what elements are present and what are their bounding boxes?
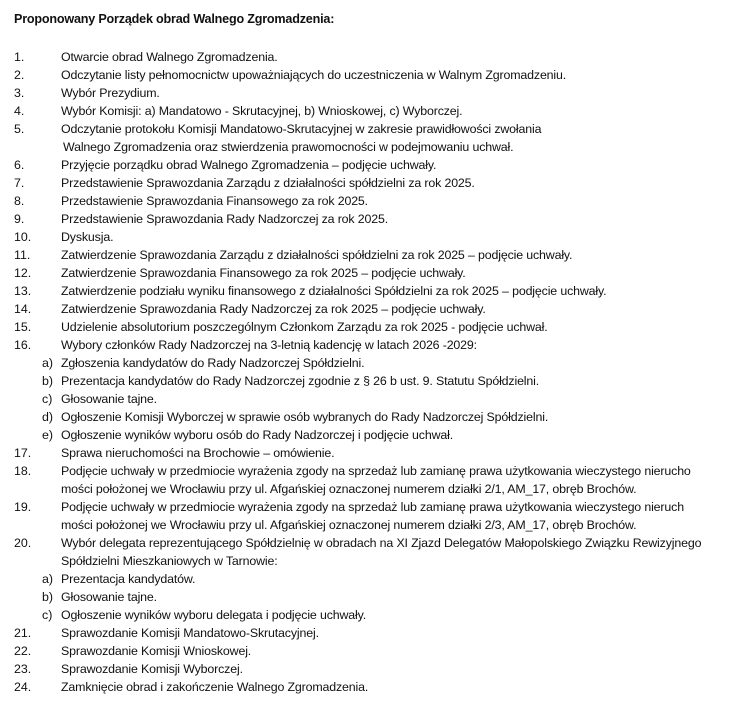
agenda-item-11: [0, 246, 756, 264]
item-text: Dyskusja.: [61, 230, 114, 244]
agenda-list: [0, 48, 756, 696]
agenda-item-13: [0, 282, 756, 300]
item-number: 6.: [14, 158, 25, 172]
item-number: 12.: [14, 266, 32, 280]
item-text: Sprawa nieruchomości na Brochowie – omówienie.: [61, 446, 335, 460]
agenda-subitem-20c: [0, 606, 756, 624]
agenda-item-5: [0, 120, 756, 138]
agenda-item-8: [0, 192, 756, 210]
item-text: Podjęcie uchwały w przedmiocie wyrażenia zgody na sprzedaż lub zamianę prawa użytkowania wieczystego nieruch: [61, 500, 684, 514]
agenda-item-1: [0, 48, 756, 66]
agenda-item-18: [0, 462, 756, 480]
item-text: Odczytanie listy pełnomocnictw upoważniających do uczestniczenia w Walnym Zgromadzeniu.: [61, 68, 567, 82]
item-text: Zamknięcie obrad i zakończenie Walnego Zgromadzenia.: [61, 680, 369, 694]
agenda-item-20-continuation: [0, 552, 756, 570]
item-text-continuation: mości położonej we Wrocławiu przy ul. Afgańskiej oznaczonej numerem działki 2/3, AM_17, obręb Brochów.: [61, 518, 637, 532]
agenda-item-10: [0, 228, 756, 246]
item-text: Sprawozdanie Komisji Wyborczej.: [61, 662, 243, 676]
item-number: 21.: [14, 626, 32, 640]
subitem-text: Ogłoszenie wyników wyboru delegata i podjęcie uchwały.: [61, 608, 367, 622]
item-text-continuation: Walnego Zgromadzenia oraz stwierdzenia prawomocności w podejmowaniu uchwał.: [63, 140, 514, 154]
item-number: 23.: [14, 662, 32, 676]
agenda-item-15: [0, 318, 756, 336]
agenda-subitem-16c: [0, 390, 756, 408]
subitem-letter: c): [42, 392, 53, 406]
agenda-subitem-20a: [0, 570, 756, 588]
agenda-item-19-continuation: [0, 516, 756, 534]
agenda-subitem-16b: [0, 372, 756, 390]
item-text: Wybory członków Rady Nadzorczej na 3-letnią kadencję w latach 2026 -2029:: [61, 338, 477, 352]
item-text: Przedstawienie Sprawozdania Zarządu z działalności spółdzielni za rok 2025.: [61, 176, 475, 190]
item-text: Udzielenie absolutorium poszczególnym Członkom Zarządu za rok 2025 - podjęcie uchwał.: [61, 320, 548, 334]
agenda-item-20: [0, 534, 756, 552]
agenda-item-24: [0, 678, 756, 696]
item-number: 2.: [14, 68, 25, 82]
item-number: 4.: [14, 104, 25, 118]
item-number: 3.: [14, 86, 25, 100]
subitem-text: Głosowanie tajne.: [61, 590, 157, 604]
agenda-item-3: [0, 84, 756, 102]
subitem-letter: a): [42, 356, 54, 370]
subitem-text: Ogłoszenie Komisji Wyborczej w sprawie osób wybranych do Rady Nadzorczej Spółdzielni.: [61, 410, 549, 424]
agenda-subitem-20b: [0, 588, 756, 606]
agenda-item-7: [0, 174, 756, 192]
item-number: 15.: [14, 320, 32, 334]
agenda-item-22: [0, 642, 756, 660]
agenda-item-21: [0, 624, 756, 642]
subitem-letter: e): [42, 428, 54, 442]
item-number: 1.: [14, 50, 25, 64]
item-text-continuation: Spółdzielni Mieszkaniowych w Tarnowie:: [61, 554, 278, 568]
subitem-letter: b): [42, 374, 54, 388]
item-number: 18.: [14, 464, 32, 478]
agenda-item-6: [0, 156, 756, 174]
item-number: 8.: [14, 194, 25, 208]
item-number: 7.: [14, 176, 25, 190]
subitem-letter: a): [42, 572, 54, 586]
agenda-item-18-continuation: [0, 480, 756, 498]
item-text: Zatwierdzenie Sprawozdania Rady Nadzorczej za rok 2025 – podjęcie uchwały.: [61, 302, 486, 316]
agenda-item-16: [0, 336, 756, 354]
item-text: Wybór Prezydium.: [61, 86, 160, 100]
item-text: Sprawozdanie Komisji Mandatowo-Skrutacyjnej.: [61, 626, 319, 640]
item-number: 11.: [14, 248, 31, 262]
document-title: Proponowany Porządek obrad Walnego Zgromadzenia:: [14, 12, 335, 26]
subitem-text: Prezentacja kandydatów.: [61, 572, 196, 586]
agenda-item-4: [0, 102, 756, 120]
agenda-item-2: [0, 66, 756, 84]
subitem-text: Ogłoszenie wyników wyboru osób do Rady Nadzorczej i podjęcie uchwał.: [61, 428, 454, 442]
agenda-item-14: [0, 300, 756, 318]
item-text: Wybór Komisji: a) Mandatowo - Skrutacyjnej, b) Wnioskowej, c) Wyborczej.: [61, 104, 463, 118]
subitem-text: Zgłoszenia kandydatów do Rady Nadzorczej Spółdzielni.: [61, 356, 365, 370]
agenda-item-19: [0, 498, 756, 516]
item-text: Podjęcie uchwały w przedmiocie wyrażenia zgody na sprzedaż lub zamianę prawa użytkowania wieczystego nierucho: [61, 464, 691, 478]
item-number: 19.: [14, 500, 32, 514]
item-text: Zatwierdzenie Sprawozdania Finansowego za rok 2025 – podjęcie uchwały.: [61, 266, 466, 280]
item-number: 9.: [14, 212, 25, 226]
item-text: Przedstawienie Sprawozdania Finansowego za rok 2025.: [61, 194, 368, 208]
item-number: 20.: [14, 536, 32, 550]
item-text-continuation: mości położonej we Wrocławiu przy ul. Afgańskiej oznaczonej numerem działki 2/1, AM_17, obręb Brochów.: [61, 482, 637, 496]
item-text: Zatwierdzenie Sprawozdania Zarządu z działalności spółdzielni za rok 2025 – podjęcie uchwały.: [61, 248, 573, 262]
agenda-item-12: [0, 264, 756, 282]
item-text: Przedstawienie Sprawozdania Rady Nadzorczej za rok 2025.: [61, 212, 389, 226]
item-text: Wybór delegata reprezentującego Spółdzielnię w obradach na XI Zjazd Delegatów Małopolskiego Związku Rewizyjnego: [61, 536, 702, 550]
item-text: Odczytanie protokołu Komisji Mandatowo-Skrutacyjnej w zakresie prawidłowości zwołania: [61, 122, 542, 136]
subitem-text: Głosowanie tajne.: [61, 392, 157, 406]
item-text: Zatwierdzenie podziału wyniku finansowego z działalności Spółdzielni za rok 2025 – podjęcie uchwały.: [61, 284, 607, 298]
item-number: 5.: [14, 122, 25, 136]
subitem-text: Prezentacja kandydatów do Rady Nadzorczej zgodnie z § 26 b ust. 9. Statutu Spółdzielni.: [61, 374, 540, 388]
agenda-item-5-continuation: [0, 138, 756, 156]
agenda-item-23: [0, 660, 756, 678]
item-text: Przyjęcie porządku obrad Walnego Zgromadzenia – podjęcie uchwały.: [61, 158, 437, 172]
subitem-letter: d): [42, 410, 54, 424]
item-text: Sprawozdanie Komisji Wnioskowej.: [61, 644, 252, 658]
item-number: 17.: [14, 446, 32, 460]
agenda-item-17: [0, 444, 756, 462]
agenda-item-9: [0, 210, 756, 228]
item-number: 16.: [14, 338, 32, 352]
agenda-subitem-16a: [0, 354, 756, 372]
item-text: Otwarcie obrad Walnego Zgromadzenia.: [61, 50, 278, 64]
item-number: 14.: [14, 302, 32, 316]
item-number: 10.: [14, 230, 32, 244]
subitem-letter: c): [42, 608, 53, 622]
subitem-letter: b): [42, 590, 54, 604]
item-number: 24.: [14, 680, 32, 694]
agenda-subitem-16e: [0, 426, 756, 444]
item-number: 13.: [14, 284, 32, 298]
item-number: 22.: [14, 644, 32, 658]
agenda-subitem-16d: [0, 408, 756, 426]
